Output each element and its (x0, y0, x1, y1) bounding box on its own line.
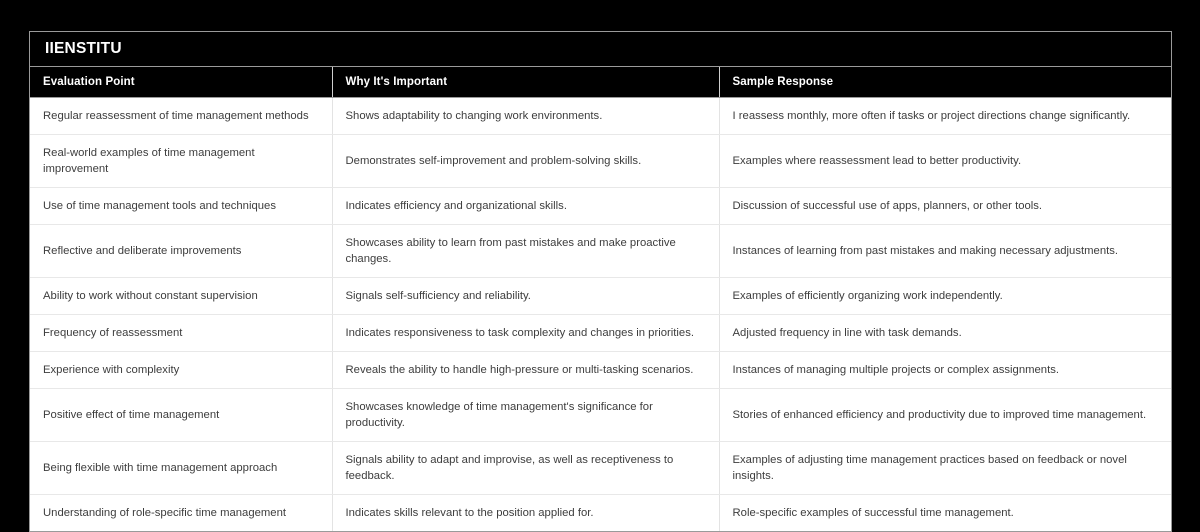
cell-sample-response: Instances of learning from past mistakes and making necessary adjustments. (719, 225, 1171, 278)
cell-why-important: Showcases ability to learn from past mistakes and make proactive changes. (332, 225, 719, 278)
cell-sample-response: Stories of enhanced efficiency and productivity due to improved time management. (719, 389, 1171, 442)
table-row (30, 352, 1171, 389)
cell-evaluation-point: Use of time management tools and techniques (30, 188, 332, 225)
cell-evaluation-point: Experience with complexity (30, 352, 332, 389)
cell-why-important: Reveals the ability to handle high-pressure or multi-tasking scenarios. (332, 352, 719, 389)
cell-evaluation-point: Positive effect of time management (30, 389, 332, 442)
cell-why-important: Signals self-sufficiency and reliability. (332, 278, 719, 315)
table-row (30, 389, 1171, 442)
table-row (30, 442, 1171, 495)
cell-sample-response: Instances of managing multiple projects or complex assignments. (719, 352, 1171, 389)
cell-evaluation-point: Being flexible with time management approach (30, 442, 332, 495)
cell-evaluation-point: Real-world examples of time management improvement (30, 135, 332, 188)
cell-evaluation-point: Regular reassessment of time management methods (30, 98, 332, 135)
cell-why-important: Indicates responsiveness to task complexity and changes in priorities. (332, 315, 719, 352)
cell-evaluation-point: Understanding of role-specific time management (30, 495, 332, 532)
cell-sample-response: Examples where reassessment lead to better productivity. (719, 135, 1171, 188)
evaluation-table (30, 67, 1171, 531)
cell-sample-response: Examples of adjusting time management practices based on feedback or novel insights. (719, 442, 1171, 495)
table-header (30, 67, 1171, 98)
cell-evaluation-point: Frequency of reassessment (30, 315, 332, 352)
cell-why-important: Shows adaptability to changing work environments. (332, 98, 719, 135)
brand-bar (30, 32, 1171, 67)
cell-why-important: Indicates efficiency and organizational skills. (332, 188, 719, 225)
table-row (30, 315, 1171, 352)
table-row (30, 135, 1171, 188)
cell-sample-response: Discussion of successful use of apps, planners, or other tools. (719, 188, 1171, 225)
cell-sample-response: Role-specific examples of successful time management. (719, 495, 1171, 532)
cell-why-important: Showcases knowledge of time management's significance for productivity. (332, 389, 719, 442)
cell-evaluation-point: Reflective and deliberate improvements (30, 225, 332, 278)
brand-title: IIENSTITU (45, 40, 122, 58)
table-header-row (30, 67, 1171, 98)
cell-sample-response: Adjusted frequency in line with task demands. (719, 315, 1171, 352)
cell-evaluation-point: Ability to work without constant supervision (30, 278, 332, 315)
cell-sample-response: I reassess monthly, more often if tasks or project directions change significantly. (719, 98, 1171, 135)
cell-why-important: Signals ability to adapt and improvise, as well as receptiveness to feedback. (332, 442, 719, 495)
table-row (30, 278, 1171, 315)
column-header-evaluation-point: Evaluation Point (30, 67, 332, 98)
table-body (30, 98, 1171, 532)
table-row (30, 225, 1171, 278)
evaluation-table-card (29, 31, 1172, 532)
column-header-sample-response: Sample Response (719, 67, 1171, 98)
cell-why-important: Demonstrates self-improvement and problem-solving skills. (332, 135, 719, 188)
cell-sample-response: Examples of efficiently organizing work independently. (719, 278, 1171, 315)
column-header-why-its-important: Why It's Important (332, 67, 719, 98)
table-row (30, 188, 1171, 225)
table-row (30, 495, 1171, 532)
cell-why-important: Indicates skills relevant to the position applied for. (332, 495, 719, 532)
table-row (30, 98, 1171, 135)
